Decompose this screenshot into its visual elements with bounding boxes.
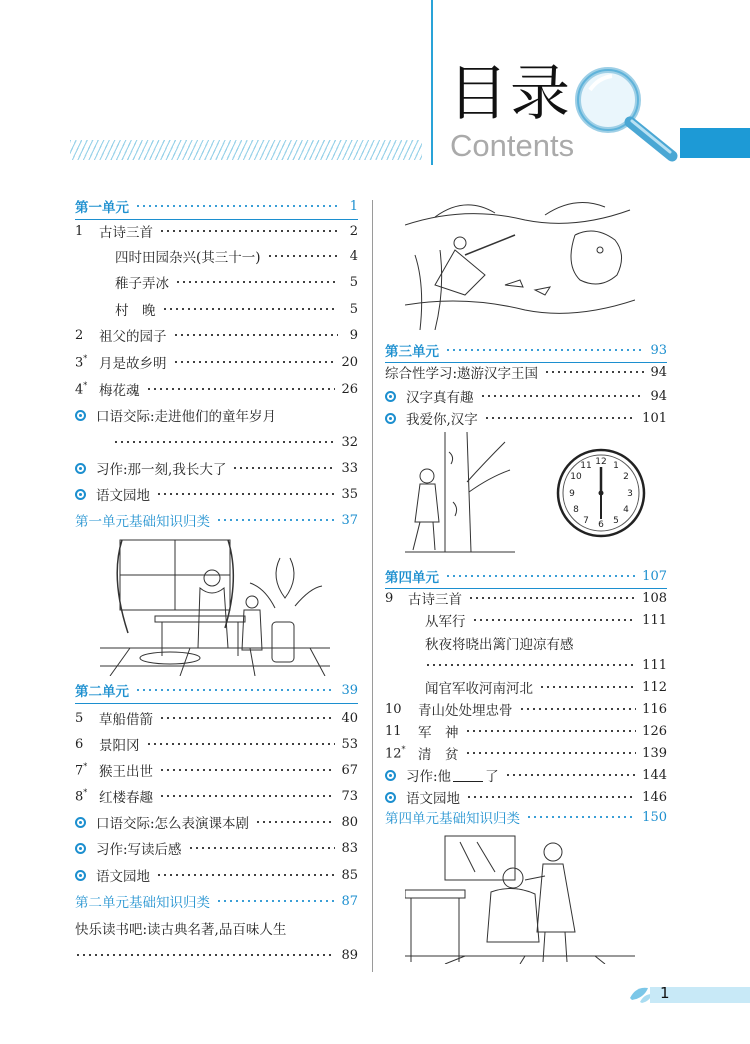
lesson-number: 11 xyxy=(385,723,402,739)
leader-dots xyxy=(216,517,335,523)
leader-dots xyxy=(159,793,335,799)
toc-page: 112 xyxy=(642,679,667,695)
leader-dots xyxy=(526,814,636,820)
toc-activity-oral-1[interactable] xyxy=(75,403,358,427)
toc-lesson-5[interactable] xyxy=(75,706,358,730)
toc-page: 83 xyxy=(341,840,358,856)
toc-activity-garden-2[interactable] xyxy=(75,863,358,887)
toc-page: 93 xyxy=(650,342,667,358)
toc-label: 祖父的园子 xyxy=(99,329,167,345)
toc-lesson-3[interactable] xyxy=(75,350,358,374)
toc-page: 150 xyxy=(642,809,667,825)
doctor-scene-illustration xyxy=(405,832,635,964)
toc-activity-garden-1[interactable] xyxy=(75,482,358,506)
toc-label: 草船借箭 xyxy=(99,712,153,728)
toc-page: 53 xyxy=(341,736,358,752)
toc-label: 四时田园杂兴(其三十一) xyxy=(115,250,261,266)
toc-page: 37 xyxy=(341,512,358,528)
optional-star: * xyxy=(83,787,88,797)
leader-dots xyxy=(173,332,339,338)
toc-page: 126 xyxy=(642,723,667,739)
toc-page: 26 xyxy=(341,381,358,397)
toc-label: 从军行 xyxy=(425,614,466,630)
leader-dots xyxy=(173,359,336,365)
toc-lesson-2[interactable] xyxy=(75,323,358,347)
svg-text:12: 12 xyxy=(595,457,607,467)
toc-label-suffix: 了 xyxy=(485,769,499,785)
toc-page: 111 xyxy=(642,612,667,628)
toc-label: 口语交际:怎么表演课本剧 xyxy=(96,816,250,832)
toc-label: 猴王出世 xyxy=(99,764,153,780)
bullet-ring-icon xyxy=(385,391,396,402)
optional-star: * xyxy=(401,744,406,754)
toc-page: 87 xyxy=(341,893,358,909)
leader-dots xyxy=(216,898,335,904)
lesson-number: 8* xyxy=(75,787,88,805)
toc-page: 33 xyxy=(341,460,358,476)
toc-label: 第二单元 xyxy=(75,684,129,700)
toc-label: 秋夜将晓出篱门迎凉有感 xyxy=(425,637,574,653)
leader-dots xyxy=(445,347,644,353)
toc-page: 101 xyxy=(642,410,667,426)
page-subtitle: Contents xyxy=(450,128,575,163)
fill-in-blank xyxy=(453,769,483,782)
toc-lesson-9[interactable] xyxy=(385,586,667,610)
toc-label: 综合性学习:遨游汉字王国 xyxy=(385,366,539,382)
toc-knowledge-1[interactable] xyxy=(75,508,358,532)
header-blue-bar xyxy=(680,128,750,158)
toc-page: 144 xyxy=(642,767,667,783)
leader-dots xyxy=(468,595,636,601)
leader-dots xyxy=(505,772,637,778)
leader-dots xyxy=(159,228,338,234)
svg-text:2: 2 xyxy=(623,472,629,482)
lesson-number: 6 xyxy=(75,736,84,752)
boy-tree-illustration xyxy=(405,432,515,557)
optional-star: * xyxy=(83,761,88,771)
toc-label: 第二单元基础知识归类 xyxy=(75,895,210,911)
toc-page: 94 xyxy=(650,364,667,380)
svg-text:11: 11 xyxy=(580,461,592,471)
toc-page: 94 xyxy=(650,388,667,404)
toc-label: 第四单元基础知识归类 xyxy=(385,811,520,827)
bullet-ring-icon xyxy=(385,770,396,781)
toc-page: 5 xyxy=(349,301,358,317)
toc-label: 习作:写读后感 xyxy=(96,842,182,858)
page-number: 1 xyxy=(660,984,670,1002)
bullet-ring-icon xyxy=(385,792,396,803)
toc-label: 习作:那一刻,我长大了 xyxy=(96,462,227,478)
leader-dots xyxy=(480,393,645,399)
toc-lesson-12[interactable] xyxy=(385,741,667,765)
toc-label: 清 贫 xyxy=(418,747,459,763)
lesson-number: 10 xyxy=(385,701,402,717)
toc-page: 35 xyxy=(341,486,358,502)
toc-page: 80 xyxy=(341,814,358,830)
page-title: 目录 xyxy=(448,59,572,129)
svg-text:8: 8 xyxy=(573,505,579,515)
leader-dots xyxy=(156,491,335,497)
lesson-number: 9 xyxy=(385,590,394,606)
toc-activity-writing-1[interactable] xyxy=(75,456,358,480)
leader-dots xyxy=(113,439,335,445)
toc-page: 111 xyxy=(642,657,667,673)
leader-dots xyxy=(188,845,336,851)
lesson-number: 3* xyxy=(75,353,88,371)
toc-label: 古诗三首 xyxy=(408,592,462,608)
toc-lesson-7[interactable] xyxy=(75,758,358,782)
leader-dots xyxy=(465,728,637,734)
bullet-ring-icon xyxy=(75,489,86,500)
header-hatch-band xyxy=(70,140,422,160)
leader-dots xyxy=(232,465,335,471)
toc-label: 古诗三首 xyxy=(99,225,153,241)
toc-unit-3[interactable] xyxy=(385,338,667,362)
toc-page: 89 xyxy=(341,947,358,963)
lesson-number: 4* xyxy=(75,380,88,398)
toc-label: 红楼春趣 xyxy=(99,790,153,806)
lesson-number: 5 xyxy=(75,710,84,726)
toc-page: 20 xyxy=(341,354,358,370)
bullet-ring-icon xyxy=(75,817,86,828)
toc-activity-writing-2[interactable] xyxy=(75,836,358,860)
toc-label: 语文园地 xyxy=(96,488,150,504)
svg-text:9: 9 xyxy=(569,489,575,499)
toc-page: 4 xyxy=(349,248,358,264)
leader-dots xyxy=(465,750,637,756)
toc-reading-continued[interactable] xyxy=(75,943,358,967)
leader-dots xyxy=(135,203,338,209)
leader-dots xyxy=(75,952,335,958)
toc-label: 语文园地 xyxy=(96,869,150,885)
leader-dots xyxy=(539,684,636,690)
leader-dots xyxy=(544,369,644,375)
optional-star: * xyxy=(83,353,88,363)
toc-comprehensive-study[interactable] xyxy=(385,360,667,384)
leader-dots xyxy=(425,662,636,668)
toc-page: 108 xyxy=(642,590,667,606)
lesson-number: 2 xyxy=(75,327,84,343)
toc-sub-poem-4[interactable] xyxy=(425,608,667,632)
toc-sub-poem-6[interactable] xyxy=(425,675,667,699)
leader-dots xyxy=(519,706,637,712)
toc-label: 第一单元基础知识归类 xyxy=(75,514,210,530)
leader-dots xyxy=(156,872,335,878)
svg-text:3: 3 xyxy=(627,489,633,499)
leader-dots xyxy=(159,715,335,721)
toc-reading[interactable] xyxy=(75,916,358,940)
toc-page: 146 xyxy=(642,789,667,805)
toc-lesson-8[interactable] xyxy=(75,784,358,808)
leader-dots xyxy=(255,819,335,825)
toc-label: 景阳冈 xyxy=(99,738,140,754)
leader-dots xyxy=(267,253,338,259)
toc-label: 村 晚 xyxy=(115,303,156,319)
clock-icon xyxy=(555,447,647,539)
lesson-number: 1 xyxy=(75,223,84,239)
toc-label: 语文园地 xyxy=(406,791,460,807)
lesson-number: 12* xyxy=(385,744,406,762)
toc-knowledge-2[interactable] xyxy=(75,889,358,913)
toc-page: 1 xyxy=(349,198,358,214)
toc-page: 73 xyxy=(341,788,358,804)
toc-lesson-10[interactable] xyxy=(385,697,667,721)
toc-sub-poem-5-continued[interactable] xyxy=(425,653,667,677)
toc-label: 稚子弄冰 xyxy=(115,276,169,292)
magnifier-icon xyxy=(560,60,685,165)
toc-page: 67 xyxy=(341,762,358,778)
toc-page: 9 xyxy=(349,327,358,343)
toc-label: 快乐读书吧:读古典名著,品百味人生 xyxy=(75,922,287,938)
svg-text:1: 1 xyxy=(613,461,619,471)
toc-sub-poem-3[interactable] xyxy=(115,297,358,321)
leader-dots xyxy=(135,687,335,693)
svg-text:6: 6 xyxy=(598,520,604,530)
toc-unit-1[interactable] xyxy=(75,194,358,218)
toc-lesson-1[interactable] xyxy=(75,219,358,243)
toc-activity-oral-2[interactable] xyxy=(75,810,358,834)
leader-dots xyxy=(484,415,636,421)
leader-dots xyxy=(445,573,636,579)
leader-dots xyxy=(466,794,636,800)
bullet-ring-icon xyxy=(75,843,86,854)
svg-text:10: 10 xyxy=(570,472,582,482)
toc-label: 闻官军收河南河北 xyxy=(425,681,533,697)
toc-page: 40 xyxy=(341,710,358,726)
toc-sub-poem-1[interactable] xyxy=(115,244,358,268)
toc-lesson-6[interactable] xyxy=(75,732,358,756)
family-window-illustration xyxy=(100,538,330,676)
toc-label: 青山处处埋忠骨 xyxy=(418,703,513,719)
unit-separator-line xyxy=(75,703,358,704)
toc-unit-4[interactable] xyxy=(385,564,667,588)
header-divider-line xyxy=(431,0,433,165)
leader-dots xyxy=(159,767,335,773)
toc-activity-writing-4[interactable] xyxy=(385,763,667,787)
toc-page: 116 xyxy=(642,701,667,717)
toc-label: 习作:他 xyxy=(406,769,452,785)
toc-page: 5 xyxy=(349,274,358,290)
toc-label: 我爱你,汉字 xyxy=(406,412,478,428)
leader-dots xyxy=(472,617,637,623)
svg-text:4: 4 xyxy=(623,505,629,515)
leader-dots xyxy=(162,306,339,312)
column-separator xyxy=(372,200,373,972)
toc-unit-2[interactable] xyxy=(75,678,358,702)
optional-star: * xyxy=(83,380,88,390)
leader-dots xyxy=(146,741,336,747)
tiger-scene-illustration xyxy=(405,195,635,330)
svg-text:5: 5 xyxy=(613,516,619,526)
toc-knowledge-4[interactable] xyxy=(385,805,667,829)
leader-dots xyxy=(146,386,336,392)
toc-lesson-4[interactable] xyxy=(75,377,358,401)
bullet-ring-icon xyxy=(385,413,396,424)
toc-activity-fun-characters[interactable] xyxy=(385,384,667,408)
toc-page: 2 xyxy=(349,223,358,239)
toc-label: 月是故乡明 xyxy=(99,356,167,372)
toc-label: 军 神 xyxy=(418,725,459,741)
toc-lesson-11[interactable] xyxy=(385,719,667,743)
toc-page: 39 xyxy=(341,682,358,698)
bullet-ring-icon xyxy=(75,870,86,881)
toc-activity-oral-1-continued[interactable] xyxy=(113,430,358,454)
toc-label: 梅花魂 xyxy=(99,383,140,399)
toc-sub-poem-2[interactable] xyxy=(115,270,358,294)
leader-dots xyxy=(175,279,338,285)
toc-page: 85 xyxy=(341,867,358,883)
toc-label: 第一单元 xyxy=(75,200,129,216)
toc-label: 第三单元 xyxy=(385,344,439,360)
bullet-ring-icon xyxy=(75,410,86,421)
svg-text:7: 7 xyxy=(583,516,589,526)
toc-activity-love-characters[interactable] xyxy=(385,406,667,430)
toc-page: 107 xyxy=(642,568,667,584)
toc-label: 口语交际:走进他们的童年岁月 xyxy=(96,409,277,425)
bullet-ring-icon xyxy=(75,463,86,474)
toc-label: 第四单元 xyxy=(385,570,439,586)
lesson-number: 7* xyxy=(75,761,88,779)
toc-sub-poem-5[interactable] xyxy=(425,631,667,655)
toc-page: 32 xyxy=(341,434,358,450)
toc-label: 汉字真有趣 xyxy=(406,390,474,406)
toc-page: 139 xyxy=(642,745,667,761)
